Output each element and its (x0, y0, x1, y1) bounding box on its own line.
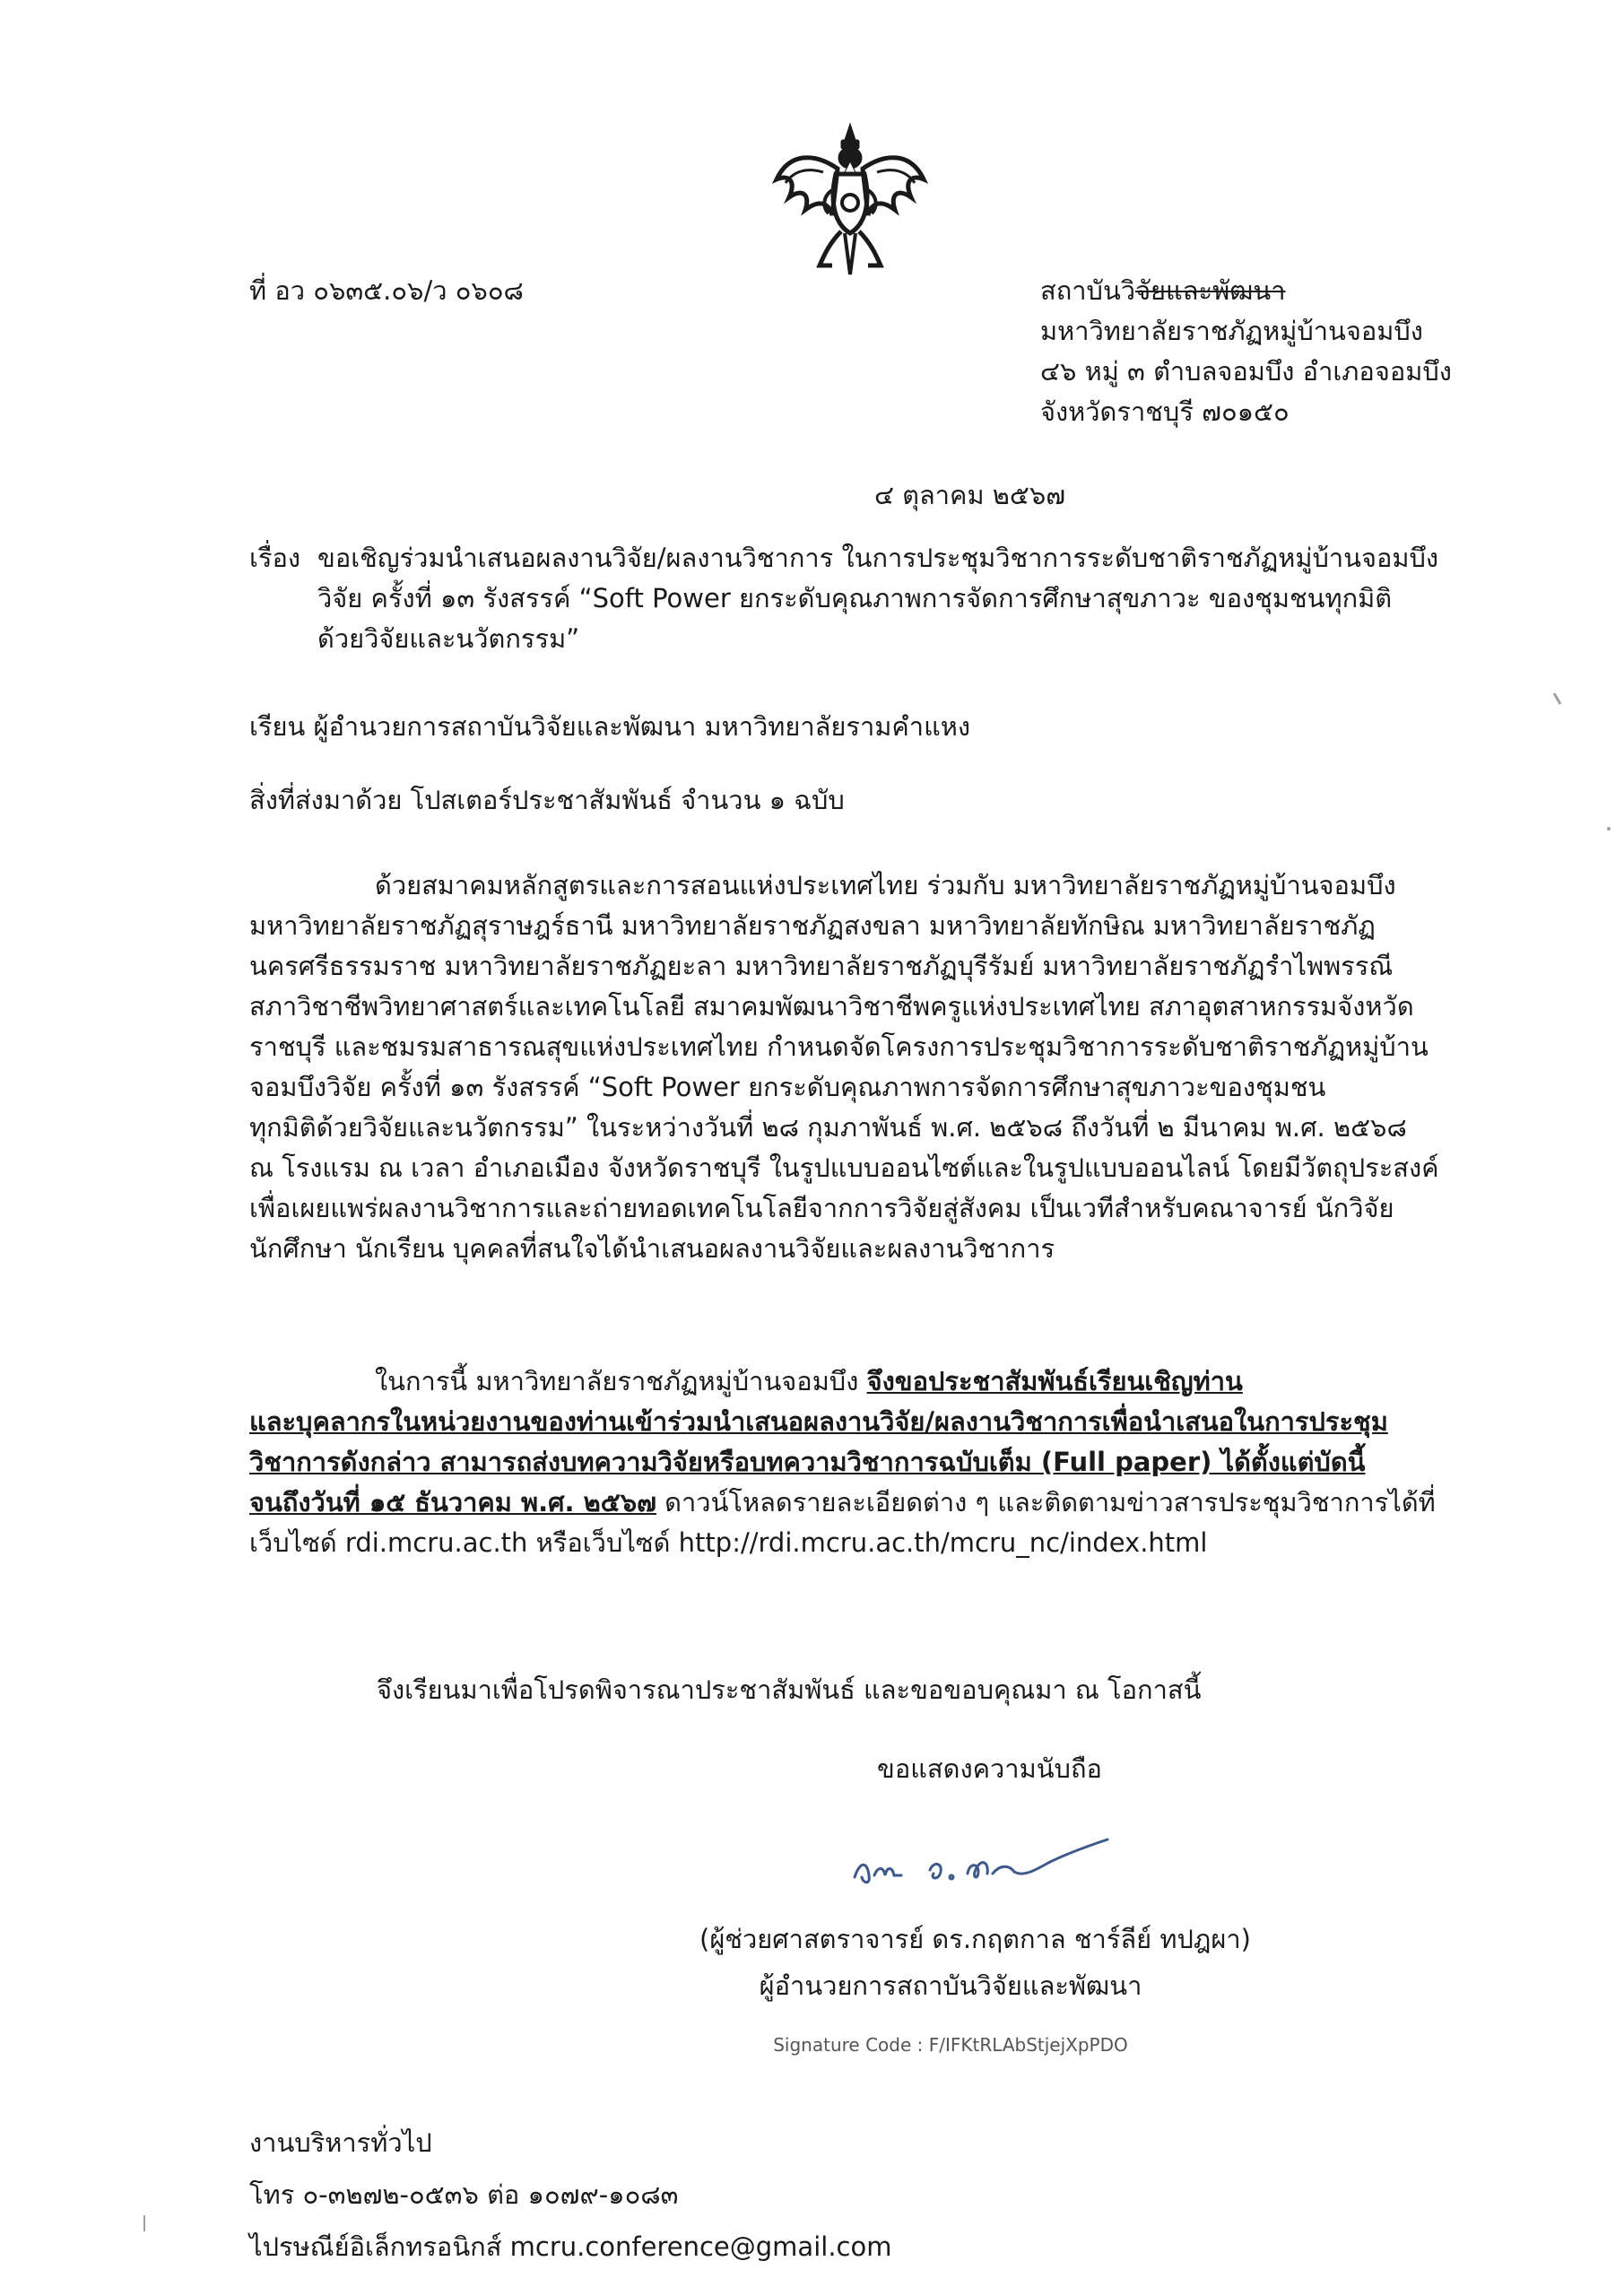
footer-contact (249, 2117, 891, 2273)
paragraph-line: ทุกมิติด้วยวิจัยและนวัตกรรม” ในระหว่างวันที่ ๒๘ กุมภาพันธ์ พ.ศ. ๒๕๖๘ ถึงวันที่ ๒ มีนาคม พ.ศ. ๒๕๖๘ (249, 1112, 1407, 1143)
invitation-emphasis: จึงขอประชาสัมพันธ์เรียนเชิญท่าน (866, 1366, 1243, 1396)
body-paragraph-1 (249, 865, 1480, 1269)
scan-speck (1607, 827, 1611, 831)
letter-date: ๔ ตุลาคม ๒๕๖๗ (874, 480, 1066, 510)
paragraph-line: มหาวิทยาลัยราชภัฏสุราษฎร์ธานี มหาวิทยาลัยราชภัฏสงขลา มหาวิทยาลัยทักษิณ มหาวิทยาลัยราชภัฏ (249, 910, 1376, 941)
recipient: เรียน ผู้อำนวยการสถาบันวิจัยและพัฒนา มหาวิทยาลัยรามคำแหง (249, 711, 971, 742)
sender-street: ๔๖ หมู่ ๓ ตำบลจอมบึง อำเภอจอมบึง (1040, 356, 1452, 387)
sender-institute: สถาบันวิจัยและพัฒนา (1040, 275, 1286, 306)
paragraph-line: ในการนี้ มหาวิทยาลัยราชภัฏหมู่บ้านจอมบึง จึงขอประชาสัมพันธ์เรียนเชิญท่าน (375, 1366, 1243, 1396)
enclosure: สิ่งที่ส่งมาด้วย โปสเตอร์ประชาสัมพันธ์ จำนวน ๑ ฉบับ (249, 785, 845, 815)
paragraph-line: เพื่อเผยแพร่ผลงานวิชาการและถ่ายทอดเทคโนโลยีจากการวิจัยสู่สังคม เป็นเวทีสำหรับคณาจารย์ นักวิจัย (249, 1193, 1394, 1223)
subject-line-3: ด้วยวิจัยและนวัตกรรม” (317, 623, 580, 654)
paragraph-line: ด้วยสมาคมหลักสูตรและการสอนแห่งประเทศไทย ร่วมกับ มหาวิทยาลัยราชภัฏหมู่บ้านจอมบึง (375, 870, 1396, 900)
invitation-emphasis: วิชาการดังกล่าว สามารถส่งบทความวิจัยหรือบทความวิชาการฉบับเต็ม (Full paper) ได้ตั้งแต่บัดนี้ (249, 1447, 1366, 1477)
closing-sentence: จึงเรียนมาเพื่อโปรดพิจารณาประชาสัมพันธ์ และขอขอบคุณมา ณ โอกาสนี้ (377, 1674, 1202, 1705)
subject-label: เรื่อง (249, 543, 301, 573)
sender-address (1040, 271, 1452, 432)
footer-department: งานบริหารทั่วไป (249, 2127, 432, 2158)
signer-title: ผู้อำนวยการสถาบันวิจัยและพัฒนา (759, 1970, 1142, 2001)
signer-name: (ผู้ช่วยศาสตราจารย์ ดร.กฤตกาล ชาร์ลีย์ ทปฎผา) (699, 1924, 1251, 1954)
subject-block (249, 538, 1438, 659)
body-paragraph-2 (249, 1361, 1480, 1563)
regards: ขอแสดงความนับถือ (877, 1753, 1102, 1784)
garuda-emblem-icon (769, 117, 931, 278)
paragraph-line: นักศึกษา นักเรียน บุคคลที่สนใจได้นำเสนอผลงานวิจัยและผลงานวิชาการ (249, 1233, 1055, 1264)
subject-line-2: วิจัย ครั้งที่ ๑๓ รังสรรค์ “Soft Power ยกระดับคุณภาพการจัดการศึกษาสุขภาวะ ของชุมชนทุกมิติ (317, 583, 1393, 613)
website-line: เว็บไซด์ rdi.mcru.ac.th หรือเว็บไซด์ http://rdi.mcru.ac.th/mcru_nc/index.html (249, 1527, 1208, 1558)
paragraph-line: ราชบุรี และชมรมสาธารณสุขแห่งประเทศไทย กำหนดจัดโครงการประชุมวิชาการระดับชาติราชภัฏหมู่บ้าน (249, 1031, 1429, 1062)
paragraph-line: จอมบึงวิจัย ครั้งที่ ๑๓ รังสรรค์ “Soft Power ยกระดับคุณภาพการจัดการศึกษาสุขภาวะของชุมชน (249, 1072, 1326, 1102)
invitation-emphasis: และบุคลากรในหน่วยงานของท่านเข้าร่วมนำเสนอผลงานวิจัย/ผลงานวิชาการเพื่อนำเสนอในการประชุม (249, 1406, 1388, 1437)
paragraph-line: สภาวิชาชีพวิทยาศาสตร์และเทคโนโลยี สมาคมพัฒนาวิชาชีพครูแห่งประเทศไทย สภาอุตสาหกรรมจังหวัด (249, 991, 1414, 1022)
paragraph-line: นครศรีธรรมราช มหาวิทยาลัยราชภัฏยะลา มหาวิทยาลัยราชภัฏบุรีรัมย์ มหาวิทยาลัยราชภัฏรำไพพรรณี (249, 951, 1394, 981)
handwritten-signature (847, 1825, 1125, 1897)
subject-line-1: ขอเชิญร่วมนำเสนอผลงานวิจัย/ผลงานวิชาการ ในการประชุมวิชาการระดับชาติราชภัฏหมู่บ้านจอมบึง (317, 543, 1439, 573)
paragraph-line: จนถึงวันที่ ๑๕ ธันวาคม พ.ศ. ๒๕๖๗ ดาวน์โหลดรายละเอียดต่าง ๆ และติดตามข่าวสารประชุมวิชาการได้ที่ (249, 1487, 1436, 1518)
document-number: ที่ อว ๐๖๓๕.๐๖/ว ๐๖๐๘ (249, 275, 524, 306)
footer-phone: โทร ๐-๓๒๗๒-๐๕๓๖ ต่อ ๑๐๗๙-๑๐๘๓ (249, 2179, 679, 2210)
footer-email: ไปรษณีย์อิเล็กทรอนิกส์ mcru.conference@gmail.com (249, 2231, 892, 2262)
scan-speck (143, 2215, 145, 2231)
deadline: จนถึงวันที่ ๑๕ ธันวาคม พ.ศ. ๒๕๖๗ (249, 1487, 656, 1518)
signature-code: Signature Code : F/IFKtRLAbStjejXpPDO (773, 2034, 1128, 2056)
scan-speck (1553, 692, 1562, 705)
sender-university: มหาวิทยาลัยราชภัฏหมู่บ้านจอมบึง (1040, 316, 1423, 346)
sender-province: จังหวัดราชบุรี ๗๐๑๕๐ (1040, 396, 1290, 427)
paragraph-line: ณ โรงแรม ณ เวลา อำเภอเมือง จังหวัดราชบุรี ในรูปแบบออนไซต์และในรูปแบบออนไลน์ โดยมีวัตถุประสงค์ (249, 1152, 1439, 1183)
